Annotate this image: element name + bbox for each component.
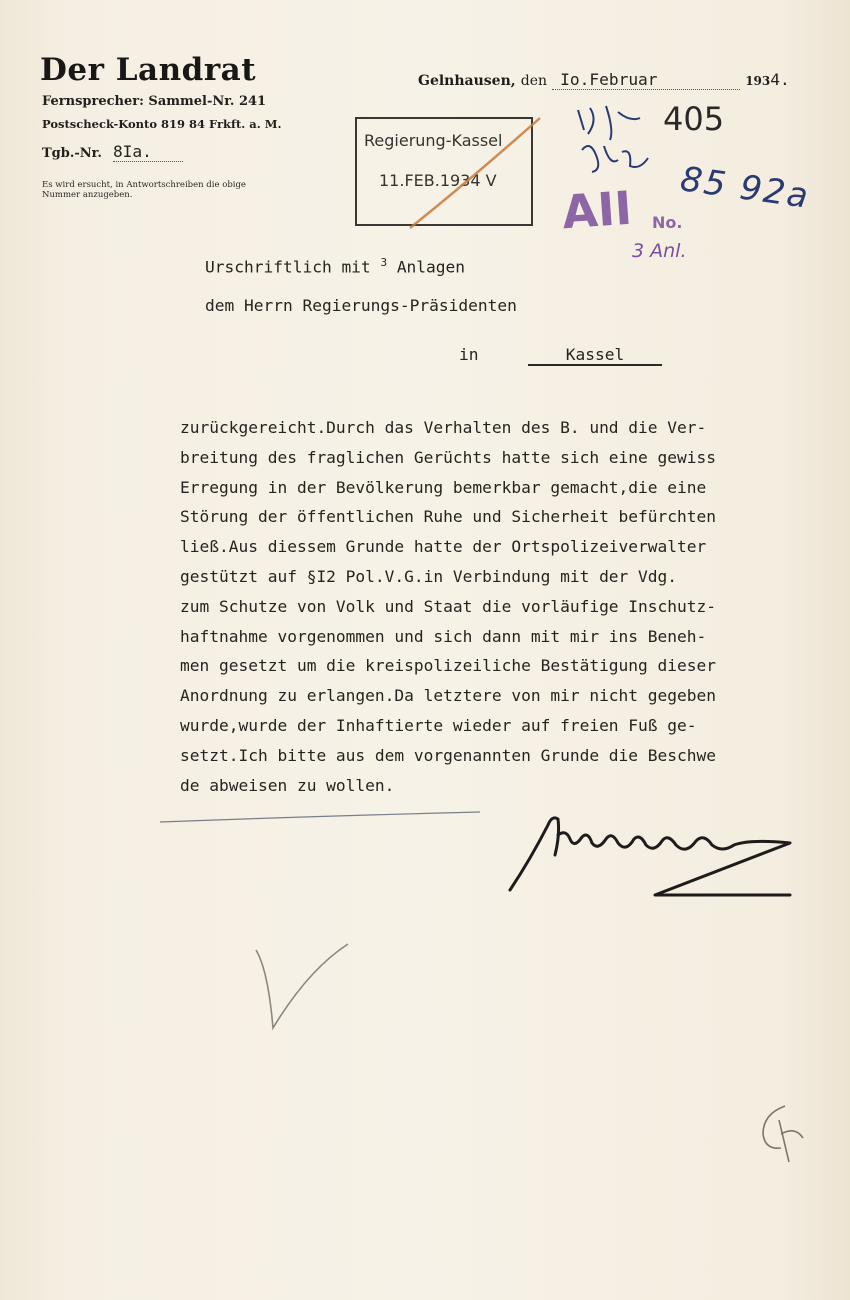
body-line: de abweisen zu wollen.	[180, 775, 395, 795]
pencil-check-mark	[248, 930, 358, 1040]
address-in-label: in	[459, 345, 479, 364]
body-line: ließ.Aus diessem Grunde hatte der Ortspolizeiverwalter	[180, 537, 707, 557]
body-line: breitung des fraglichen Gerüchts hatte sich eine gewiss	[180, 447, 717, 467]
file-number-405: 405	[663, 100, 725, 138]
body-line: Erregung in der Bevölkerung bemerkbar gemacht,die eine	[180, 477, 707, 497]
handwritten-initials-mark	[570, 100, 660, 190]
attachments-annotation: 3 Anl.	[632, 240, 687, 262]
body-line: zum Schutze von Volk und Staat die vorläufige Inschutz-	[180, 596, 717, 616]
place-date-line	[418, 70, 808, 90]
stamp-authority: Regierung-Kassel	[364, 131, 503, 150]
letter-body	[180, 418, 840, 805]
body-line: men gesetzt um die kreispolizeiliche Bestätigung dieser	[180, 656, 717, 676]
letterhead-note	[42, 180, 246, 200]
letterhead-note-line1: Es wird ersucht, in Antwortschreiben die obige	[42, 180, 246, 190]
body-line: Störung der öffentlichen Ruhe und Sicherheit befürchten	[180, 507, 717, 527]
body-line: setzt.Ich bitte aus dem vorgenannten Grunde die Beschwe	[180, 745, 717, 765]
letterhead-postscheck: Postscheck-Konto 819 84 Frkft. a. M.	[42, 117, 282, 131]
place-name: Gelnhausen,	[418, 73, 516, 89]
attachment-count: 3	[380, 256, 388, 269]
body-divider	[160, 808, 490, 828]
signature	[500, 805, 810, 905]
body-line: haftnahme vorgenommen und sich dann mit mir ins Beneh-	[180, 626, 707, 646]
letterhead-note-line2: Nummer anzugeben.	[42, 190, 133, 200]
orange-pencil-stroke	[400, 110, 550, 235]
address-line-1-prefix: Urschriftlich mit	[205, 257, 371, 277]
stamp-date: 11.FEB.1934 V	[379, 171, 497, 190]
journal-number-value: 8Ia.	[113, 142, 183, 162]
register-number: 85 92a	[677, 159, 813, 217]
address-line-1	[205, 256, 465, 276]
pencil-initials	[755, 1100, 815, 1170]
address-line-1-suffix: Anlagen	[396, 257, 466, 277]
division-stamp-no-label: No.	[652, 213, 683, 232]
journal-number-label: Tgb.-Nr.	[42, 146, 102, 161]
den-label: den	[520, 73, 547, 89]
letterhead-phone: Fernsprecher: Sammel-Nr. 241	[42, 94, 267, 109]
body-line: wurde,wurde der Inhaftierte wieder auf freien Fuß ge-	[180, 715, 697, 735]
address-recipient: dem Herrn Regierungs-Präsidenten	[205, 296, 517, 315]
body-line: Anordnung zu erlangen.Da letztere von mir nicht gegeben	[180, 686, 717, 706]
journal-number	[42, 142, 183, 162]
body-line: gestützt auf §I2 Pol.V.G.in Verbindung mit der Vdg.	[180, 566, 678, 586]
division-stamp: AII	[560, 180, 634, 240]
body-line: zurückgereicht.Durch das Verhalten des B. und die Ver-	[180, 418, 707, 437]
address-city: Kassel	[528, 345, 662, 366]
year-suffix: 4.	[770, 70, 790, 89]
letterhead-title: Der Landrat	[40, 52, 257, 88]
date-value: Io.Februar	[552, 70, 740, 90]
year-prefix: 193	[745, 74, 771, 88]
